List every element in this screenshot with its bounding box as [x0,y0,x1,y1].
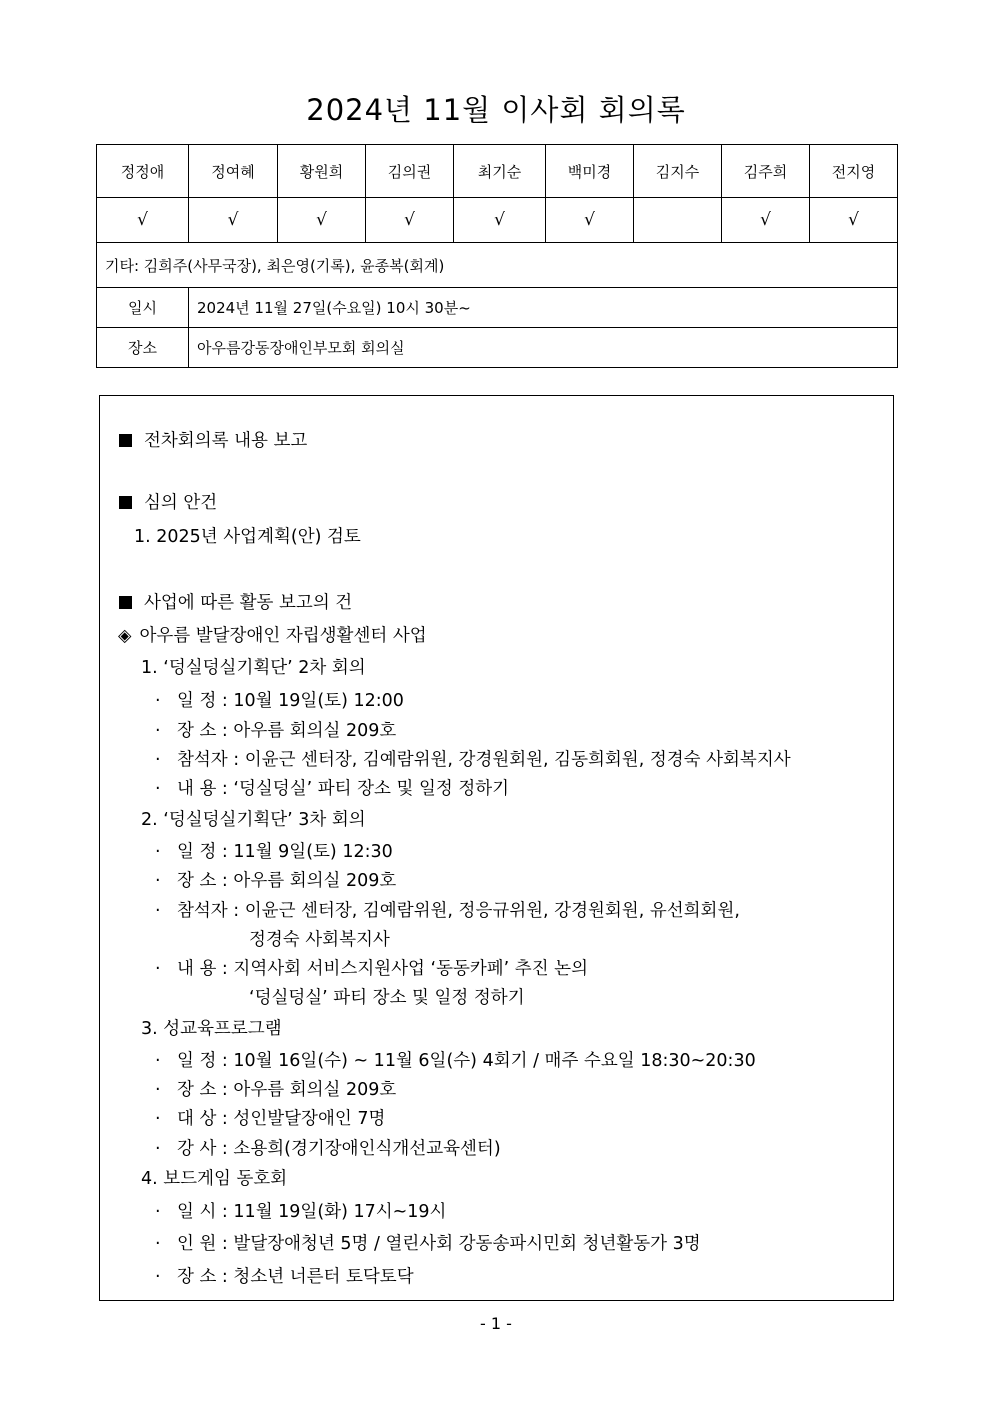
detail-line: · 인 원 : 발달장애청년 5명 / 열린사회 강동송파시민회 청년활동가 3명 [155,1234,701,1254]
black-square-icon [119,434,132,447]
attendance-check: √ [810,198,898,243]
attendee-name: 전지영 [810,145,898,198]
attendee-name: 정정애 [97,145,189,198]
attendee-name: 황원희 [278,145,366,198]
other-attendees-row [97,243,898,288]
attendance-check: √ [366,198,454,243]
section-heading: 심의 안건 [119,489,217,514]
place-label: 장소 [97,328,189,368]
place-row [97,328,898,368]
black-square-icon [119,596,132,609]
attendance-check: √ [278,198,366,243]
detail-line: · 강 사 : 소용희(경기장애인식개선교육센터) [155,1139,501,1159]
detail-line: · 내 용 : 지역사회 서비스지원사업 ‘동동카페’ 추진 논의 [155,959,588,979]
detail-line: · 일 시 : 11월 19일(화) 17시~19시 [155,1202,447,1222]
detail-line: · 참석자 : 이윤근 센터장, 김예람위원, 정응규위원, 강경원회원, 유선희회원, [155,901,740,921]
detail-line: · 일 정 : 10월 19일(토) 12:00 [155,691,404,711]
attendee-name: 정여혜 [189,145,278,198]
attendee-name: 김의권 [366,145,454,198]
detail-line: · 참석자 : 이윤근 센터장, 김예람위원, 강경원회원, 김동희회원, 정경숙 사회복지사 [155,750,791,770]
attendance-checks-row [97,198,898,243]
activity-title: 2. ‘덩실덩실기획단’ 3차 회의 [141,810,366,830]
detail-line: · 장 소 : 아우름 회의실 209호 [155,871,397,891]
activity-title: 1. ‘덩실덩실기획단’ 2차 회의 [141,658,366,678]
activity-title: 4. 보드게임 동호회 [141,1169,288,1189]
activity-title: 3. 성교육프로그램 [141,1019,282,1039]
detail-line: · 내 용 : ‘덩실덩실’ 파티 장소 및 일정 정하기 [155,779,510,799]
date-value: 2024년 11월 27일(수요일) 10시 30분~ [189,288,898,328]
attendee-name: 김주희 [722,145,810,198]
attendance-check: √ [454,198,546,243]
diamond-icon: ◈ [118,626,132,646]
page-number: - 1 - [480,1314,512,1333]
attendee-names-row [97,145,898,198]
attendance-check [634,198,722,243]
detail-line: · 장 소 : 아우름 회의실 209호 [155,721,397,741]
detail-line: · 일 정 : 10월 16일(수) ~ 11월 6일(수) 4회기 / 매주 수요일 18:30~20:30 [155,1051,756,1071]
detail-continuation: 정경숙 사회복지사 [249,930,390,950]
attendee-name: 김지수 [634,145,722,198]
attendee-name: 최기순 [454,145,546,198]
section-heading: 사업에 따른 활동 보고의 건 [119,589,352,614]
date-label: 일시 [97,288,189,328]
detail-line: · 일 정 : 11월 9일(토) 12:30 [155,842,393,862]
minutes-content-box [99,395,894,1301]
attendance-table [96,144,898,368]
black-square-icon [119,496,132,509]
agenda-item: 1. 2025년 사업계획(안) 검토 [134,527,361,547]
other-attendees: 기타: 김희주(사무국장), 최은영(기록), 윤종복(회계) [97,243,898,288]
detail-continuation: ‘덩실덩실’ 파티 장소 및 일정 정하기 [249,988,525,1008]
detail-line: · 대 상 : 성인발달장애인 7명 [155,1109,386,1129]
place-value: 아우름강동장애인부모회 회의실 [189,328,898,368]
attendance-check: √ [722,198,810,243]
document-title: 2024년 11월 이사회 회의록 [306,93,686,127]
attendance-check: √ [189,198,278,243]
attendance-check: √ [546,198,634,243]
date-row [97,288,898,328]
section-heading: 전차회의록 내용 보고 [119,427,307,452]
sub-heading: ◈ 아우름 발달장애인 자립생활센터 사업 [118,626,427,646]
detail-line: · 장 소 : 청소년 너른터 토닥토닥 [155,1267,414,1287]
detail-line: · 장 소 : 아우름 회의실 209호 [155,1080,397,1100]
attendance-check: √ [97,198,189,243]
attendee-name: 백미경 [546,145,634,198]
